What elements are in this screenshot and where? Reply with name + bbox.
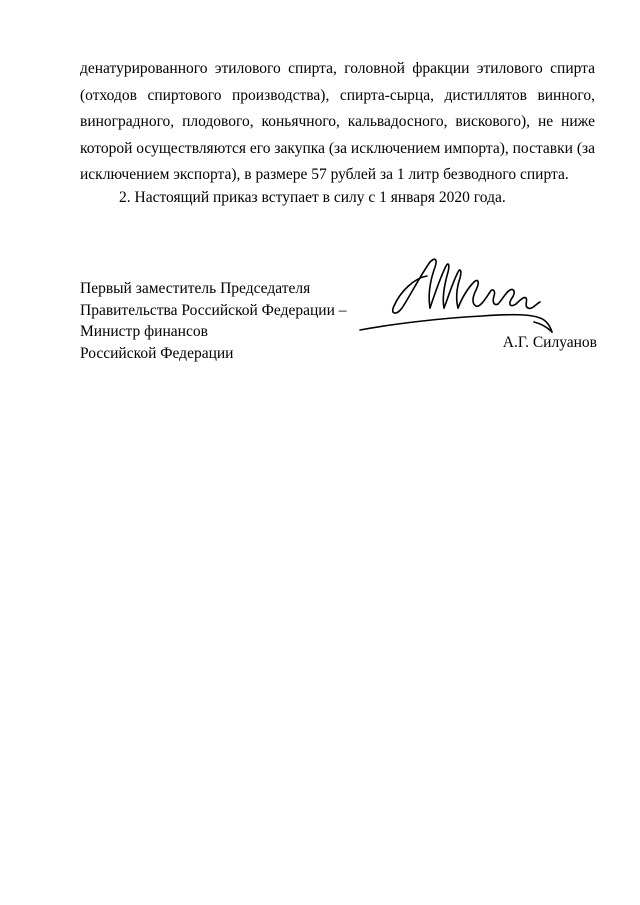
paragraph-1 [80, 56, 595, 189]
handwritten-signature [352, 248, 558, 340]
signer-title-line: Правительства Российской Федерации – [80, 301, 347, 319]
paragraph-1-line: исключением экспорта), в размере 57 рублей за 1 литр безводного спирта. [80, 166, 569, 183]
paragraph-2: 2. Настоящий приказ вступает в силу с 1 января 2020 года. [119, 189, 506, 206]
paragraph-1-line: денатурированного этилового спирта, головной фракции этилового спирта [80, 60, 595, 77]
paragraph-1-line: виноградного, плодового, коньячного, кальвадосного, вискового), не ниже [80, 113, 595, 130]
paragraph-1-line: (отходов спиртового производства), спирта-сырца, дистиллятов винного, [80, 86, 595, 104]
signer-name: А.Г. Силуанов [502, 334, 597, 351]
paragraph-1-line: которой осуществляются его закупка (за исключением импорта), поставки (за [80, 139, 595, 157]
signer-title [80, 278, 347, 364]
signer-title-line: Первый заместитель Председателя [80, 280, 311, 297]
signer-title-line: Российской Федерации [80, 344, 234, 362]
signer-title-line: Министр финансов [80, 323, 208, 340]
